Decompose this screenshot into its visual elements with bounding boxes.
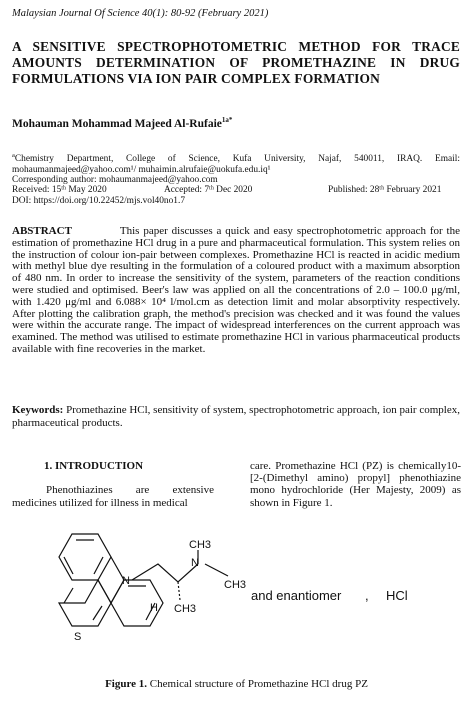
doi-link[interactable]: DOI: https://doi.org/10.22452/mjs.vol40no1.7	[12, 196, 186, 206]
corresponding-author: Corresponding author: mohaumanmajeed@yahoo.com	[12, 175, 218, 186]
central-ring	[98, 557, 124, 603]
author-line	[12, 116, 232, 130]
ch3-bottom-label: CH3	[174, 603, 197, 615]
enantiomer-label: and enantiomer	[251, 588, 342, 603]
lower-left-benzene-ring	[59, 580, 111, 626]
accepted-date: Accepted: 7ᵗʰ Dec 2020	[164, 185, 253, 195]
comma-separator: ,	[365, 588, 369, 603]
caption-label: Figure 1.	[105, 678, 148, 690]
author-name: Mohauman Mohammad Majeed Al-Rufaie	[12, 117, 222, 130]
keywords-section	[12, 404, 460, 429]
affiliation-block	[12, 151, 460, 186]
atom-s: S	[74, 631, 82, 643]
keywords-label: Keywords:	[12, 404, 64, 416]
received-date: Received: 15ᵗʰ May 2020	[12, 185, 107, 195]
published-date: Published: 28ᵗʰ February 2021	[328, 185, 442, 195]
hcl-label: HCl	[386, 588, 408, 603]
author-superscript: 1a*	[221, 116, 233, 124]
ch3-right-label: CH3	[224, 579, 247, 591]
keywords-text: Promethazine HCl, sensitivity of system, spectrophotometric approach, ion pair complex, pharmaceutical products.	[12, 404, 460, 429]
atom-n-amine: N	[191, 557, 199, 569]
journal-header: Malaysian Journal Of Science 40(1): 80-92 (February 2021)	[12, 8, 269, 19]
affiliation-text: Chemistry Department, College of Science, Kufa University, Najaf, 540011, IRAQ. Email: mohaumanmajeed@yahoo.com¹/ muhaimin.alrufaie@uokufa.edu.iq¹	[12, 154, 460, 175]
figure-caption	[0, 678, 473, 690]
introduction-heading: 1. INTRODUCTION	[44, 460, 144, 472]
abstract-label: ABSTRACT	[12, 225, 72, 237]
abstract-text: This paper discusses a quick and easy spectrophotometric approach for the estimation of promethazine HCl drug in a pure and pharmaceutical formulation. This system relies on the instruction of colour ion-pair between complexes. Promethazine HCl is reacted in acidic medium with methyl blue dye resulting in the formulation of a coloured product with a maximum absorption of 480 nm. In order to increase the sensitivity of the system, parameters of the reaction conditions were studied and optimised. Beer's law was applied on all the concentrations of 2.0 – 100.0 μg/ml, with 1.420 μg/ml and 6.088× 10⁴ l/mol.cm as detection limit and molar absorptivity respectively. After plotting the calibration graph, the method's precision was checked and it was found the values were within the accurate range. The impact of widespread interferences on the current approach was examined. The method was utilised to estimate promethazine HCl in various pharmaceutical products available with fine recoveries in the market.	[12, 225, 460, 355]
caption-text: Chemical structure of Promethazine HCl drug PZ	[149, 678, 368, 690]
h-label: H	[150, 602, 158, 614]
introduction-left-text: Phenothiazines are extensive medicines utilized for illness in medical	[12, 484, 214, 509]
affiliation-superscript: a	[12, 152, 15, 159]
atom-n-ring: N	[122, 575, 130, 587]
abstract-section	[12, 226, 460, 356]
introduction-right-text: care. Promethazine HCl (PZ) is chemically10- [2-(Dimethyl amino) propyl] phenothiazine mono hydrochloride (Her Majesty, 2009) as shown in Figure 1.	[250, 460, 461, 509]
chemical-structure-figure	[40, 520, 460, 670]
propyl-chain	[132, 564, 198, 582]
ch3-top-label: CH3	[189, 539, 212, 551]
left-benzene-ring	[59, 534, 111, 580]
paper-title: A SENSITIVE SPECTROPHOTOMETRIC METHOD FOR TRACE AMOUNTS DETERMINATION OF PROMETHAZINE IN DRUG FORMULATIONS VIA ION PAIR COMPLEX FORMATION	[12, 39, 460, 86]
